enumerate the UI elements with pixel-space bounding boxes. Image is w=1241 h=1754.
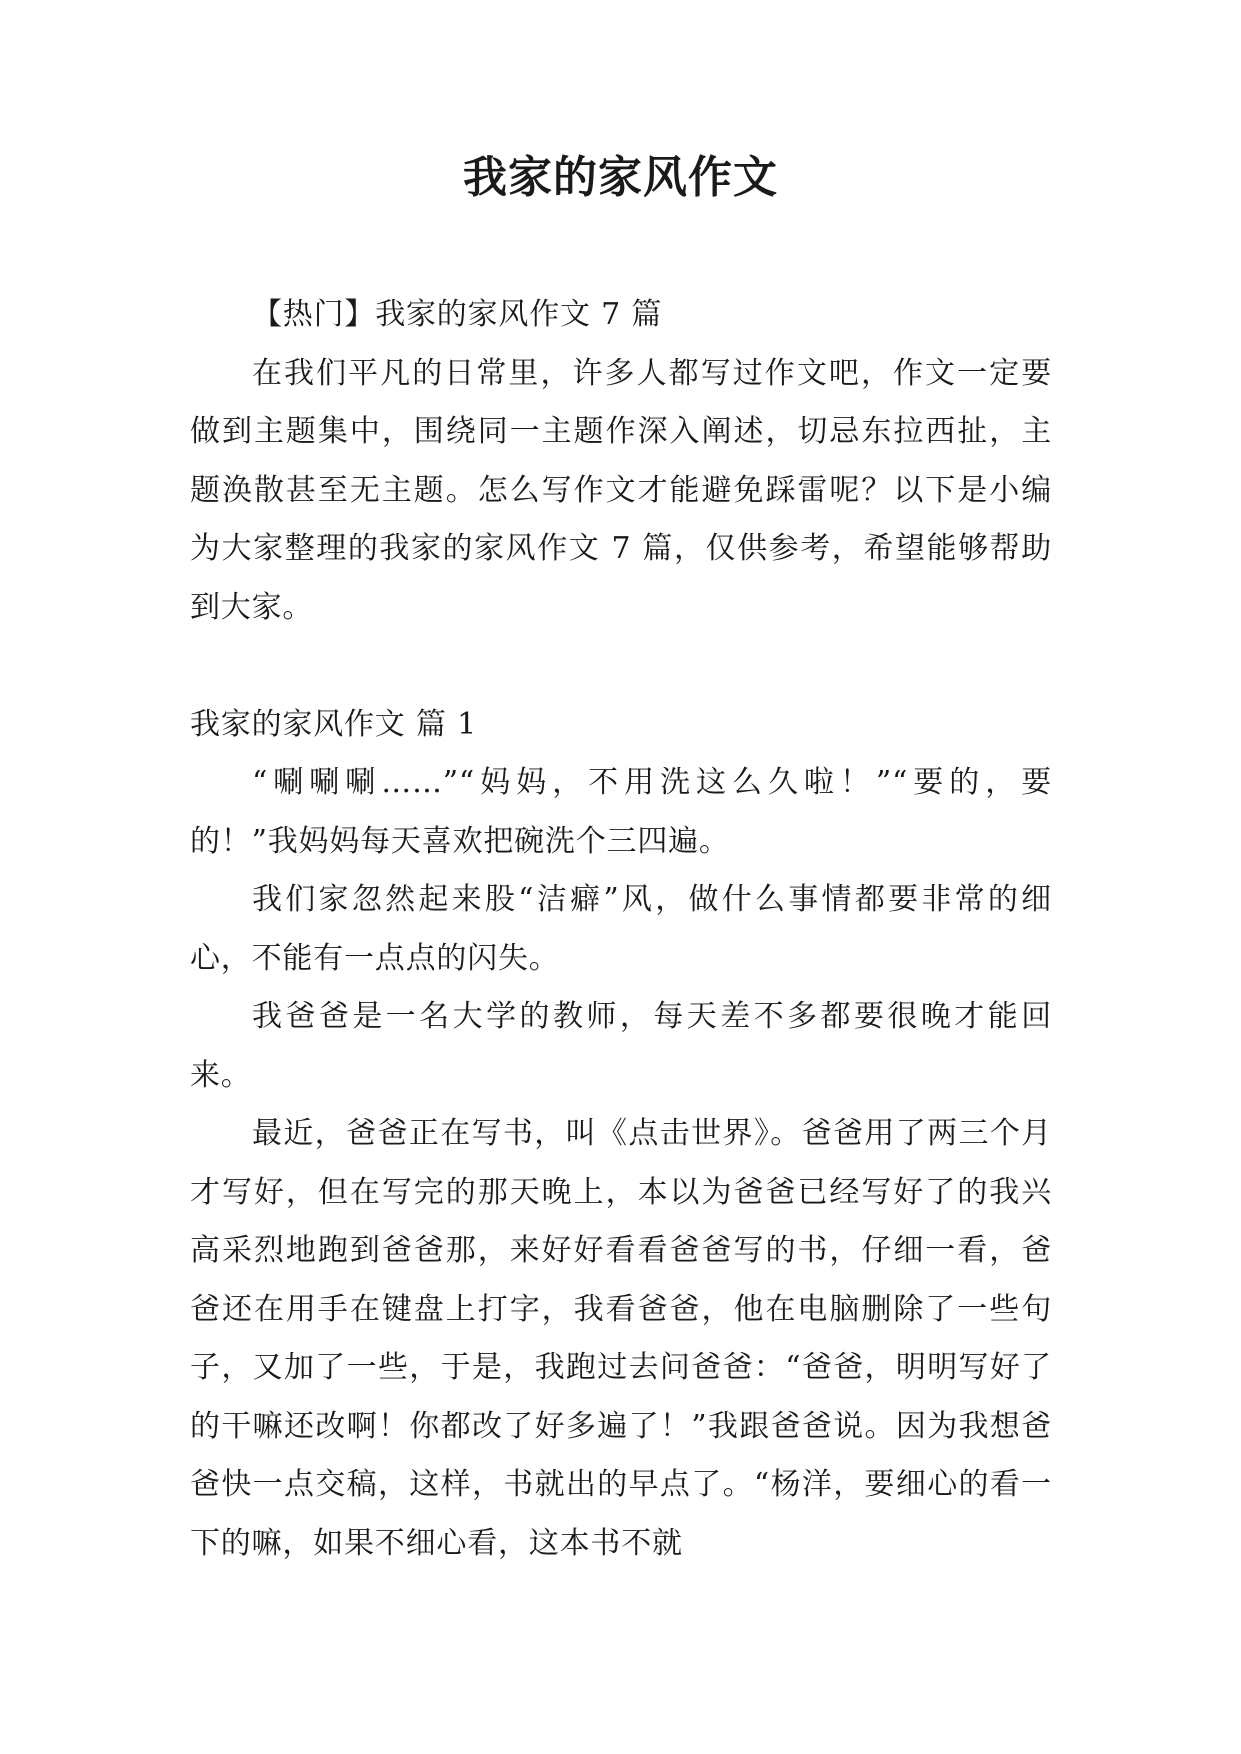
intro-paragraph: 在我们平凡的日常里，许多人都写过作文吧，作文一定要做到主题集中，围绕同一主题作深入阐述，切忌东拉西扯，主题涣散甚至无主题。怎么写作文才能避免踩雷呢？以下是小编为大家整理的我家的家风作文 7 篇，仅供参考，希望能够帮助到大家。 [190,355,1052,625]
body-paragraph-2: 我们家忽然起来股“洁癖”风，做什么事情都要非常的细心，不能有一点点的闪失。 [190,882,1052,976]
section-heading: 我家的家风作文 篇 1 [190,706,477,742]
body-paragraph-1: “唰唰唰……”“妈妈，不用洗这么久啦！”“要的，要的！”我妈妈每天喜欢把碗洗个三四遍。 [190,765,1052,859]
intro-heading: 【热门】我家的家风作文 7 篇 [252,297,663,332]
document-title: 我家的家风作文 [463,152,778,203]
body-paragraph-3: 我爸爸是一名大学的教师，每天差不多都要很晚才能回来。 [190,999,1052,1093]
document-body [190,286,1052,1573]
body-paragraph-4: 最近，爸爸正在写书，叫《点击世界》。爸爸用了两三个月才写好，但在写完的那天晚上，本以为爸爸已经写好了的我兴高采烈地跑到爸爸那，来好好看看爸爸写的书，仔细一看，爸爸还在用手在键盘上打字，我看爸爸，他在电脑删除了一些句子，又加了一些，于是，我跑过去问爸爸：“爸爸，明明写好了的干嘛还改啊！你都改了好多遍了！”我跟爸爸说。因为我想爸爸快一点交稿，这样，书就出的早点了。“杨洋，要细心的看一下的嘛，如果不细心看，这本书不就 [190,1116,1052,1561]
